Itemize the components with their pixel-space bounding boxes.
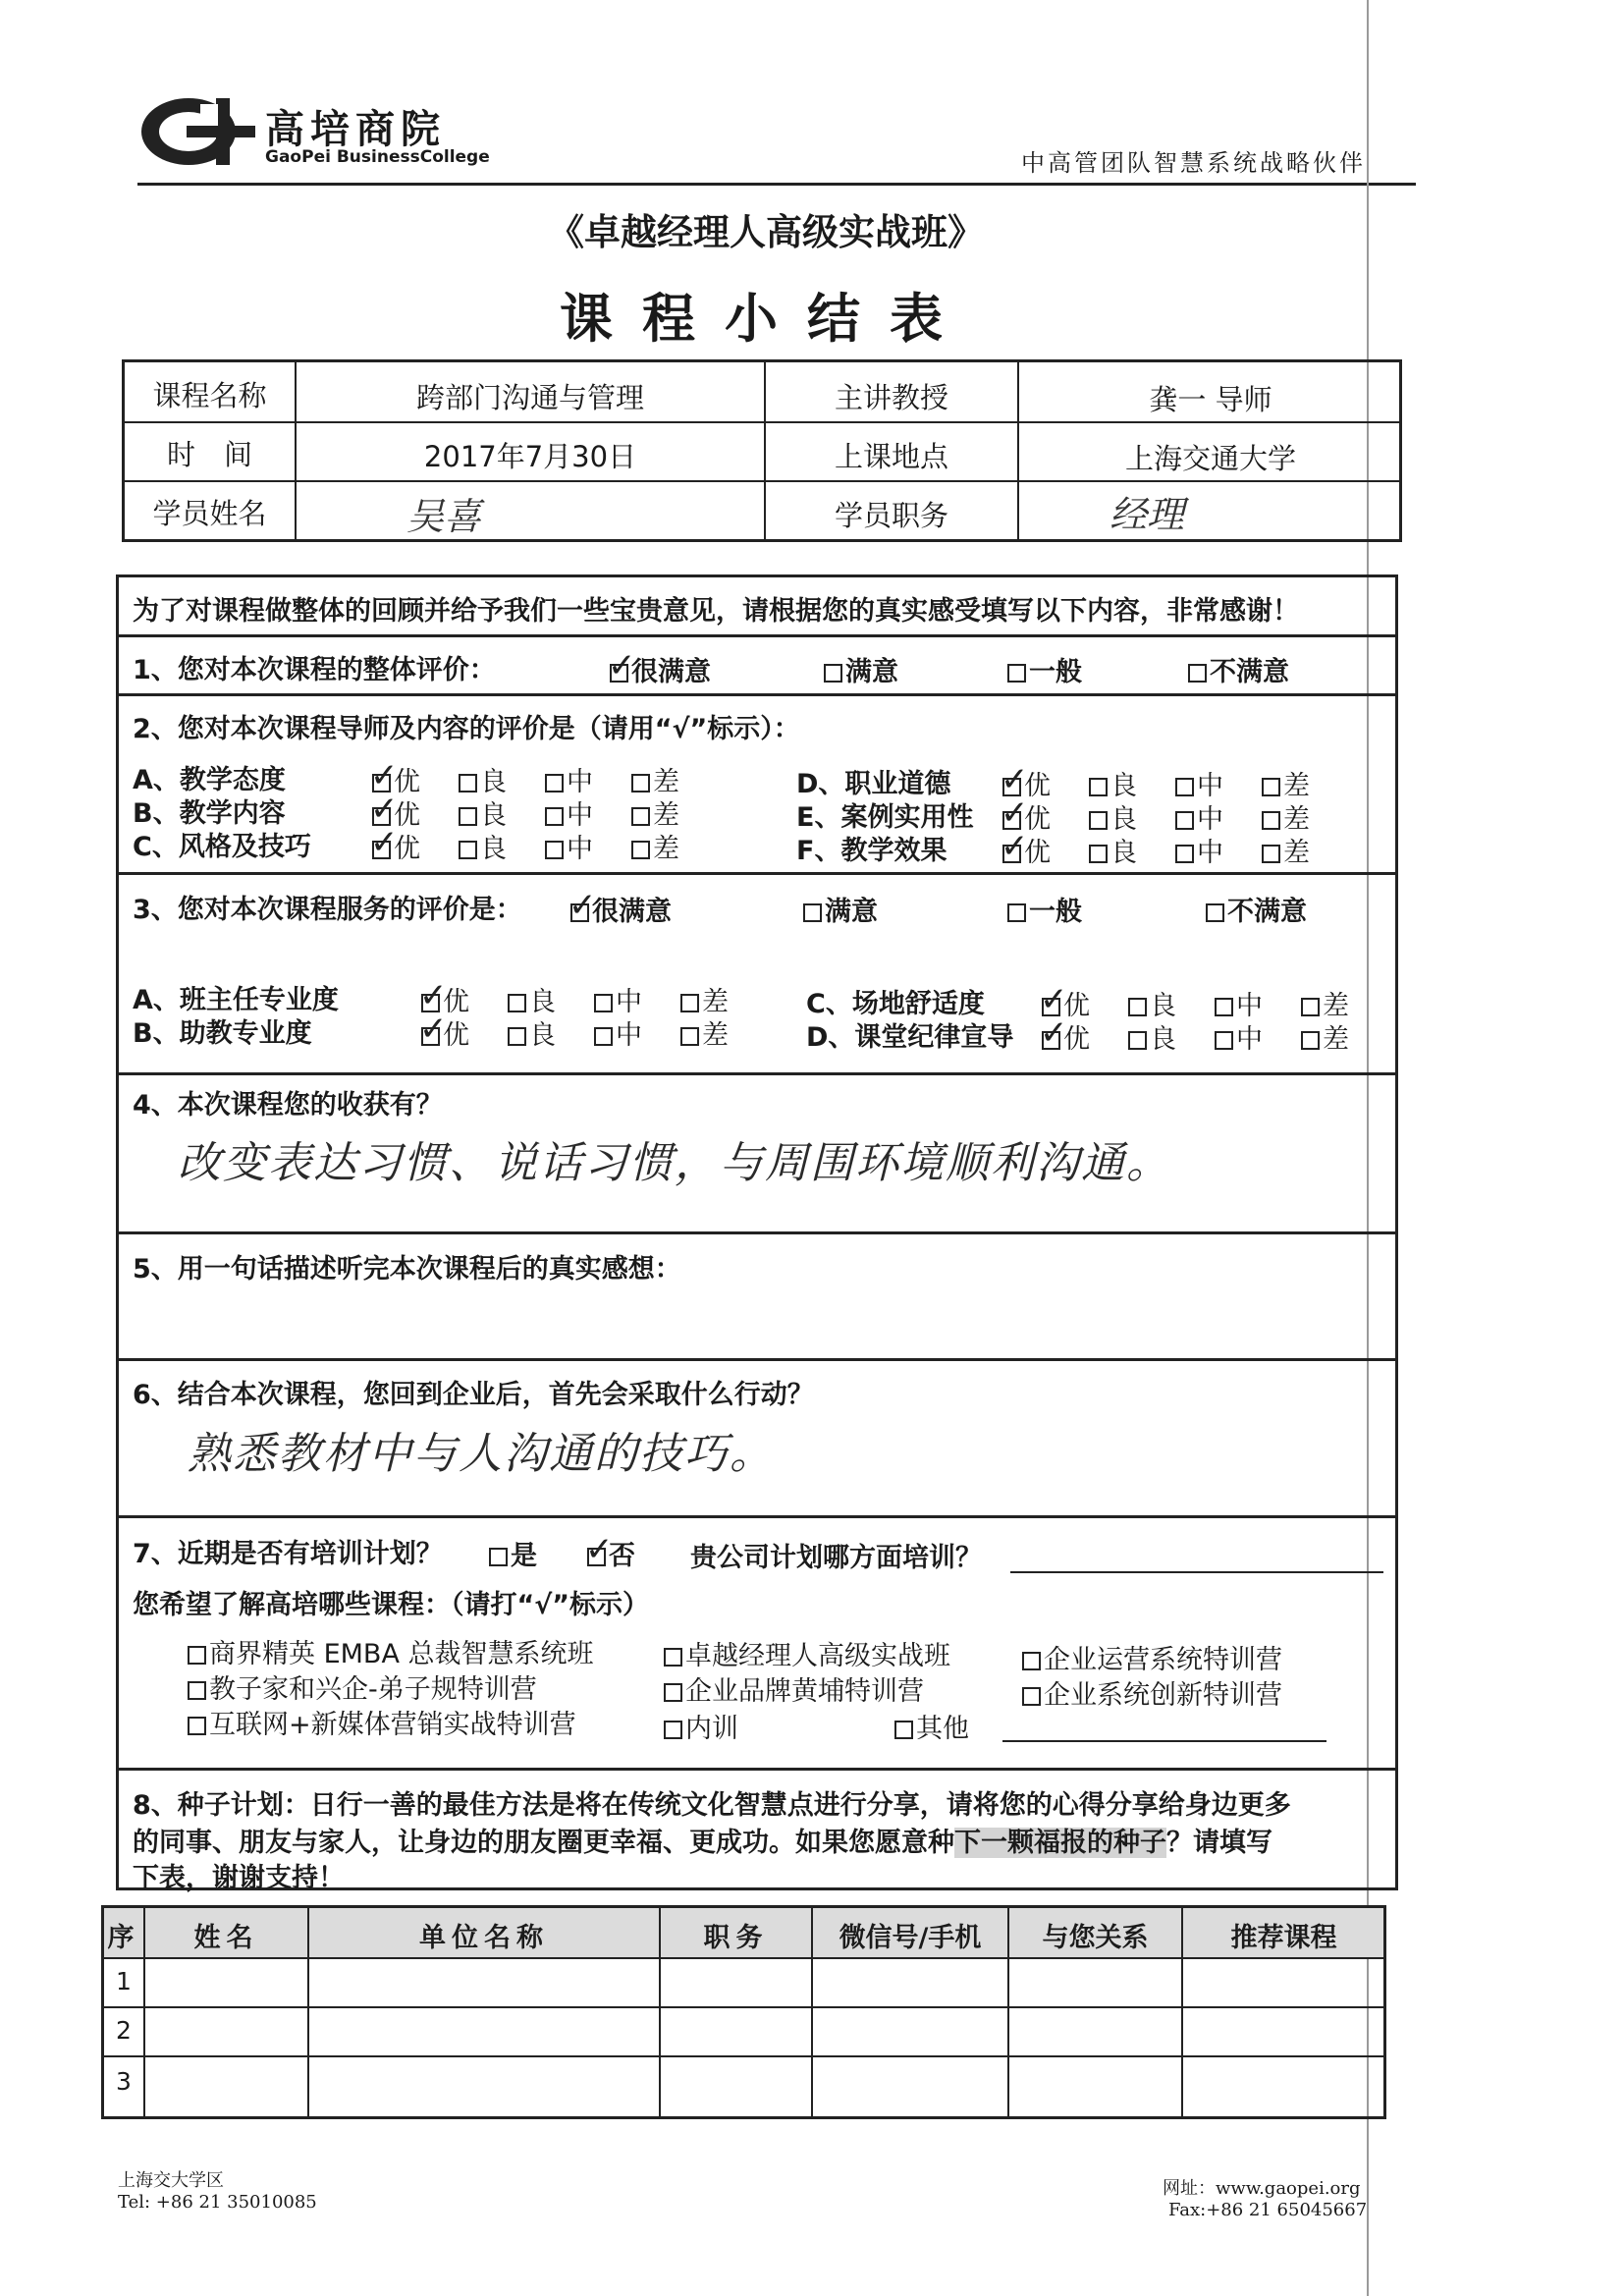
checkbox-icon[interactable] xyxy=(1215,1031,1233,1050)
checkbox-icon[interactable] xyxy=(594,1027,613,1046)
q3-grade-option[interactable]: 良 xyxy=(1128,1017,1176,1056)
q2-grade-option[interactable]: ✓ 优 xyxy=(1002,797,1051,836)
course-info-table xyxy=(122,359,1402,542)
q3-grade-option[interactable]: ✓ 优 xyxy=(421,1013,469,1052)
checkbox-icon[interactable] xyxy=(545,841,564,859)
checkbox-icon[interactable] xyxy=(1206,903,1224,922)
q2-grade-option[interactable]: 中 xyxy=(1175,764,1223,802)
checkbox-icon[interactable] xyxy=(1089,845,1108,863)
q7-plan-label: 贵公司计划哪方面培训？ xyxy=(690,1543,982,1573)
checkbox-icon[interactable] xyxy=(545,774,564,793)
footer-fax: Fax:+86 21 65045667 xyxy=(1168,2200,1368,2220)
q2-grade-option[interactable]: 差 xyxy=(1262,831,1310,869)
checkbox-icon[interactable] xyxy=(680,994,699,1012)
checkbox-icon[interactable] xyxy=(1128,1031,1147,1050)
ref-row-number: 2 xyxy=(116,2016,132,2045)
position-value: 经理 xyxy=(1109,493,1184,536)
ref-header-name: 姓名 xyxy=(193,1923,259,1953)
course-name-label: 课程名称 xyxy=(152,379,267,412)
checkbox-icon[interactable] xyxy=(631,841,650,859)
ref-header-contact: 微信号/手机 xyxy=(839,1923,982,1953)
checkbox-icon[interactable] xyxy=(1007,664,1026,683)
checkbox-icon[interactable] xyxy=(664,1721,682,1739)
q7-label: 7、近期是否有培训计划？ xyxy=(133,1539,443,1569)
checkbox-icon[interactable] xyxy=(188,1681,206,1700)
place-value: 上海交通大学 xyxy=(1124,442,1296,475)
q2-grade-option[interactable]: 差 xyxy=(1262,764,1310,802)
q2-item-label: A、教学态度 xyxy=(133,765,286,795)
course-option[interactable]: 企业运营系统特训营 xyxy=(1022,1638,1282,1676)
checkbox-icon[interactable] xyxy=(459,841,477,859)
checkbox-icon[interactable] xyxy=(508,994,526,1012)
q2-grade-option[interactable]: ✓ 优 xyxy=(1002,831,1051,869)
q1-option-dissatisfied[interactable]: 不满意 xyxy=(1188,650,1289,688)
feedback-survey xyxy=(116,574,1398,1893)
checkbox-icon[interactable] xyxy=(1089,811,1108,830)
ref-header-relation: 与您关系 xyxy=(1042,1923,1149,1953)
checkbox-icon[interactable] xyxy=(1215,998,1233,1016)
q3-grade-option[interactable]: 差 xyxy=(680,980,729,1018)
q2-grade-option[interactable]: 良 xyxy=(459,793,507,832)
checkbox-icon[interactable] xyxy=(610,664,628,683)
q3-item-label: D、课堂纪律宣导 xyxy=(806,1022,1014,1053)
student-name-value: 吴喜 xyxy=(406,495,481,538)
q2-grade-option[interactable]: 中 xyxy=(1175,797,1223,836)
q3-grade-option[interactable]: 中 xyxy=(594,980,642,1018)
time-label: 时 间 xyxy=(166,438,252,471)
checkbox-icon[interactable] xyxy=(421,1027,440,1046)
q2-grade-option[interactable]: 良 xyxy=(1089,764,1137,802)
student-name-label: 学员姓名 xyxy=(152,497,267,530)
time-value: 2017年7月30日 xyxy=(423,440,637,473)
ref-header-company: 单位名称 xyxy=(419,1923,549,1953)
q3-grade-option[interactable]: 差 xyxy=(1301,984,1349,1022)
q2-item-label: B、教学内容 xyxy=(133,798,286,829)
q2-grade-option[interactable]: 中 xyxy=(545,793,593,832)
checkbox-icon[interactable] xyxy=(1042,1031,1060,1050)
course-option[interactable]: 商界精英 EMBA 总裁智慧系统班 xyxy=(188,1632,594,1670)
ref-header-course: 推荐课程 xyxy=(1230,1923,1337,1953)
other-course-field[interactable] xyxy=(1002,1740,1326,1742)
q2-label: 2、您对本次课程导师及内容的评价是（请用“√”标示）： xyxy=(133,714,800,744)
q3-grade-option[interactable]: 中 xyxy=(1215,984,1263,1022)
checkbox-icon[interactable] xyxy=(459,807,477,826)
q2-item-label: F、教学效果 xyxy=(796,836,947,866)
q3-grade-option[interactable]: 良 xyxy=(508,1013,556,1052)
q3-grade-option[interactable]: 差 xyxy=(1301,1017,1349,1056)
course-name-value: 跨部门沟通与管理 xyxy=(415,381,644,414)
checkbox-icon[interactable] xyxy=(545,807,564,826)
checkbox-icon[interactable] xyxy=(508,1027,526,1046)
q3-option-very-satisfied[interactable]: ✓ 很满意 xyxy=(570,890,672,928)
q2-grade-option[interactable]: 良 xyxy=(1089,831,1137,869)
checkbox-icon[interactable] xyxy=(1175,845,1194,863)
checkbox-icon[interactable] xyxy=(1089,778,1108,796)
q6-label: 6、结合本次课程，您回到企业后，首先会采取什么行动？ xyxy=(133,1380,814,1410)
q3-item-label: A、班主任专业度 xyxy=(133,985,339,1015)
tagline: 中高管团队智慧系统战略伙伴 xyxy=(1021,149,1366,177)
ref-row-number: 1 xyxy=(116,1967,132,1995)
checkbox-icon[interactable] xyxy=(1301,998,1320,1016)
q6-answer: 熟悉教材中与人沟通的技巧。 xyxy=(188,1429,775,1479)
ref-header-seq: 序 xyxy=(107,1923,140,1953)
checkbox-icon[interactable] xyxy=(1301,1031,1320,1050)
course-option[interactable]: 互联网+新媒体营销实战特训营 xyxy=(188,1703,576,1741)
course-option[interactable]: 企业系统创新特训营 xyxy=(1022,1673,1282,1712)
q2-grade-option[interactable]: 差 xyxy=(631,760,679,798)
checkbox-icon[interactable] xyxy=(1002,845,1021,863)
q1-option-average[interactable]: 一般 xyxy=(1007,650,1082,688)
q3-grade-option[interactable]: 中 xyxy=(594,1013,642,1052)
q1-label: 1、您对本次课程的整体评价： xyxy=(133,655,496,685)
q2-grade-option[interactable]: 中 xyxy=(545,827,593,865)
gaopei-logo-icon xyxy=(139,96,255,167)
course-option[interactable]: 教子家和兴企-弟子规特训营 xyxy=(188,1667,537,1706)
q3-grade-option[interactable]: ✓ 优 xyxy=(1042,984,1090,1022)
checkbox-icon[interactable] xyxy=(803,903,822,922)
q3-grade-option[interactable]: ✓ 优 xyxy=(1042,1017,1090,1056)
brand-name: 高培商院 xyxy=(265,106,446,152)
checkbox-icon[interactable] xyxy=(1188,664,1207,683)
q5-label: 5、用一句话描述听完本次课程后的真实感想： xyxy=(133,1254,681,1285)
checkbox-icon[interactable] xyxy=(894,1721,913,1739)
q8-line-2: 的同事、朋友与家人，让身边的朋友圈更幸福、更成功。如果您愿意种下一颗福报的种子？请填写 xyxy=(133,1828,1272,1858)
q2-grade-option[interactable]: ✓ 优 xyxy=(372,827,420,865)
position-label: 学员职务 xyxy=(834,499,948,532)
q2-grade-option[interactable]: 良 xyxy=(459,827,507,865)
checkbox-icon[interactable] xyxy=(489,1548,508,1566)
checkbox-icon[interactable] xyxy=(570,903,589,922)
q3-option-average[interactable]: 一般 xyxy=(1007,890,1082,928)
checkbox-icon[interactable] xyxy=(1007,903,1026,922)
q8-line-1: 8、种子计划：日行一善的最佳方法是将在传统文化智慧点进行分享，请将您的心得分享给身边更多 xyxy=(133,1790,1291,1821)
q2-item-label: E、案例实用性 xyxy=(796,802,974,833)
course-option[interactable]: 其他 xyxy=(894,1707,969,1745)
checkbox-icon[interactable] xyxy=(664,1683,682,1702)
checkbox-icon[interactable] xyxy=(587,1548,606,1566)
q8-line-3: 下表，谢谢支持！ xyxy=(133,1863,345,1893)
footer-website[interactable]: 网址：www.gaopei.org xyxy=(1163,2178,1361,2199)
course-option[interactable]: 内训 xyxy=(664,1707,738,1745)
ref-row-number: 3 xyxy=(116,2067,132,2096)
checkbox-icon[interactable] xyxy=(459,774,477,793)
q3-grade-option[interactable]: 良 xyxy=(508,980,556,1018)
q2-grade-option[interactable]: 差 xyxy=(1262,797,1310,836)
q2-grade-option[interactable]: 良 xyxy=(1089,797,1137,836)
q3-item-label: B、助教专业度 xyxy=(133,1018,312,1049)
q4-answer: 改变表达习惯、说话习惯，与周围环境顺利沟通。 xyxy=(178,1138,1171,1188)
q2-grade-option[interactable]: 良 xyxy=(459,760,507,798)
checkbox-icon[interactable] xyxy=(631,774,650,793)
checkbox-icon[interactable] xyxy=(1175,778,1194,796)
form-title: 课程小结表 xyxy=(560,288,972,350)
q2-grade-option[interactable]: ✓ 优 xyxy=(372,760,420,798)
q3-grade-option[interactable]: ✓ 优 xyxy=(421,980,469,1018)
course-title: 《卓越经理人高级实战班》 xyxy=(548,211,984,253)
q2-grade-option[interactable]: ✓ 优 xyxy=(372,793,420,832)
q3-grade-option[interactable]: 差 xyxy=(680,1013,729,1052)
q3-option-dissatisfied[interactable]: 不满意 xyxy=(1206,890,1307,928)
referral-table xyxy=(101,1905,1386,2119)
footer-address: 上海交大学区 xyxy=(118,2170,224,2191)
teacher-value: 龚一 导师 xyxy=(1149,383,1272,416)
q4-label: 4、本次课程您的收获有？ xyxy=(133,1090,443,1121)
q2-grade-option[interactable]: 差 xyxy=(631,827,679,865)
teacher-label: 主讲教授 xyxy=(834,381,948,414)
checkbox-icon[interactable] xyxy=(372,841,391,859)
q2-grade-option[interactable]: 差 xyxy=(631,793,679,832)
q3-option-satisfied[interactable]: 满意 xyxy=(803,890,878,928)
ref-header-title: 职务 xyxy=(703,1923,769,1953)
checkbox-icon[interactable] xyxy=(1262,811,1280,830)
checkbox-icon[interactable] xyxy=(1262,778,1280,796)
q2-grade-option[interactable]: 中 xyxy=(545,760,593,798)
q7-option-yes[interactable]: 是 xyxy=(489,1534,537,1572)
q3-label: 3、您对本次课程服务的评价是： xyxy=(133,895,522,925)
footer-tel: Tel: +86 21 35010085 xyxy=(118,2192,317,2213)
checkbox-icon[interactable] xyxy=(188,1646,206,1665)
q2-grade-option[interactable]: ✓ 优 xyxy=(1002,764,1051,802)
checkbox-icon[interactable] xyxy=(664,1648,682,1667)
checkbox-icon[interactable] xyxy=(1022,1652,1041,1670)
brand-name-en: GaoPei BusinessCollege xyxy=(265,147,490,167)
q3-item-label: C、场地舒适度 xyxy=(806,989,985,1019)
checkbox-icon[interactable] xyxy=(680,1027,699,1046)
checkbox-icon[interactable] xyxy=(1022,1687,1041,1706)
q7-wish-label: 您希望了解高培哪些课程：（请打“√”标示） xyxy=(133,1590,649,1620)
q2-grade-option[interactable]: 中 xyxy=(1175,831,1223,869)
checkbox-icon[interactable] xyxy=(824,664,842,683)
checkbox-icon[interactable] xyxy=(1175,811,1194,830)
q7-option-no[interactable]: ✓ 否 xyxy=(587,1534,635,1572)
checkbox-icon[interactable] xyxy=(188,1717,206,1735)
checkbox-icon[interactable] xyxy=(1262,845,1280,863)
place-label: 上课地点 xyxy=(834,440,948,473)
course-option[interactable]: 企业品牌黄埔特训营 xyxy=(664,1669,924,1708)
checkbox-icon[interactable] xyxy=(1128,998,1147,1016)
q7-plan-field[interactable] xyxy=(1010,1571,1383,1573)
q3-grade-option[interactable]: 良 xyxy=(1128,984,1176,1022)
survey-intro: 为了对课程做整体的回顾并给予我们一些宝贵意见，请根据您的真实感受填写以下内容，非常感谢！ xyxy=(133,596,1299,627)
checkbox-icon[interactable] xyxy=(631,807,650,826)
course-option[interactable]: 卓越经理人高级实战班 xyxy=(664,1634,950,1672)
q1-option-satisfied[interactable]: 满意 xyxy=(824,650,898,688)
q1-option-very-satisfied[interactable]: ✓ 很满意 xyxy=(610,650,711,688)
q3-grade-option[interactable]: 中 xyxy=(1215,1017,1263,1056)
checkbox-icon[interactable] xyxy=(594,994,613,1012)
q2-item-label: C、风格及技巧 xyxy=(133,832,311,862)
header-divider xyxy=(137,183,1416,186)
q8-highlight: 下一颗福报的种子 xyxy=(954,1828,1166,1858)
q2-item-label: D、职业道德 xyxy=(796,769,951,799)
